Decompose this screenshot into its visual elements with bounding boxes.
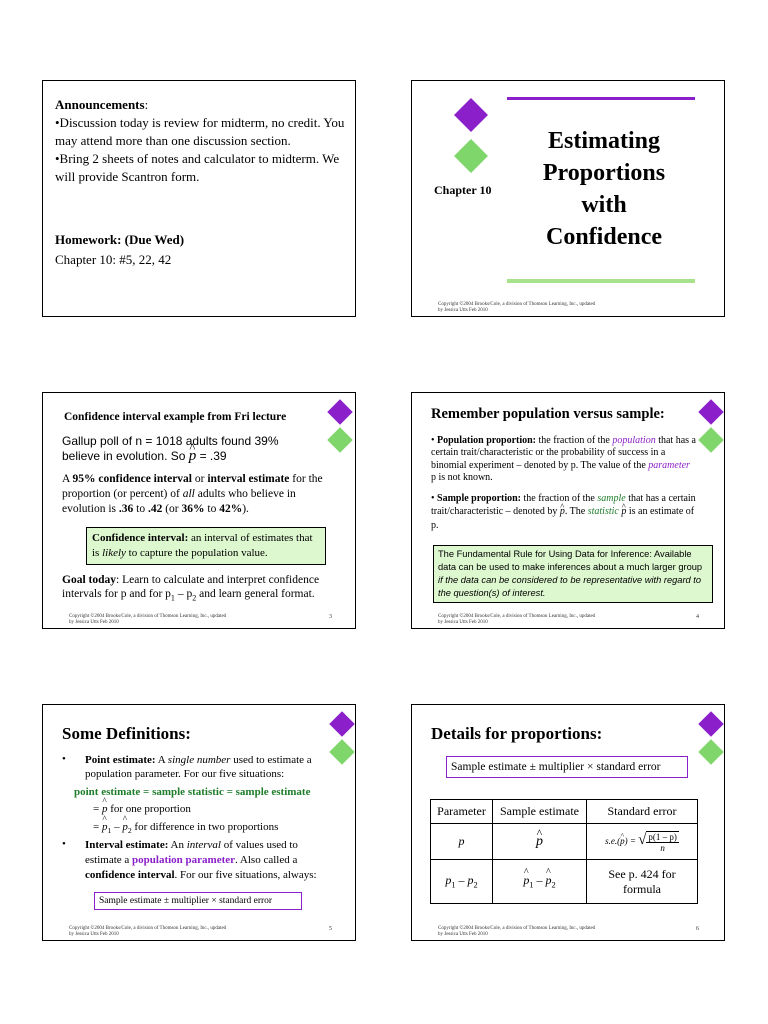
interval-estimate-text: Interval estimate: An interval of values used to estimate a population parameter. Also called a confidence interval. For our five situations, always:: [85, 839, 317, 881]
green-diamond-icon: [327, 427, 352, 452]
one-proportion-line: = ^ p for one proportion: [93, 803, 191, 815]
table-header: Standard error: [587, 800, 698, 824]
title-line: Estimating: [547, 128, 660, 154]
slide-title: [411, 80, 725, 317]
table-cell: s.e.(^ p) = √ $\frac{p(1 - p)}{n}$: [587, 824, 698, 860]
table-cell: ^ p: [493, 824, 587, 860]
table-row: [431, 824, 698, 860]
slide-details-proportions: [411, 704, 725, 941]
homework-heading: Homework: (Due Wed): [55, 232, 185, 247]
copyright-footer: Copyright ©2004 Brooks/Cole, a division of Thomson Learning, Inc., updated by Jessica Utts Feb 2010: [438, 302, 596, 313]
ci-paragraph: A 95% confidence interval or interval estimate for the proportion (or percent) of all adults who believe in evolution is .36 to .42 (or 36% to 42%).: [62, 473, 323, 515]
slide-population-vs-sample: [411, 392, 725, 629]
population-bullet: • Population proportion: the fraction of the population that has a certain trait/characteristic or the probability of success in a binomial experiment – denoted by p. The value of the parameter p is not known.: [431, 435, 696, 484]
slide-heading: Confidence interval example from Fri lecture: [64, 411, 287, 423]
point-estimate-text: Point estimate: A single number used to estimate a population parameter. For our five situations:: [85, 754, 312, 780]
announcement-bullet-1: •Discussion today is review for midterm, no credit. You may attend more than one discussion section.: [55, 115, 345, 148]
table-cell: $p_1 - p_2$: [431, 860, 493, 904]
copyright-footer: Copyright ©2004 Brooks/Cole, a division of Thomson Learning, Inc., updated by Jessica Utts Feb 2010: [438, 614, 596, 625]
title-line: with: [581, 192, 627, 218]
proportion-table: [430, 799, 698, 904]
table-cell: p: [431, 824, 493, 860]
ci-definition-box: Confidence interval: an interval of estimates that is likely to capture the population value.: [86, 527, 326, 565]
page-number: 6: [696, 926, 699, 932]
bullet-dot: •: [62, 838, 66, 850]
title-line: Confidence: [546, 224, 662, 250]
announcements-heading: Announcements:: [55, 97, 149, 112]
goal-text: Goal today: Learn to calculate and interpret confidence intervals for p and for $p_1 - p_2$ and learn general format.: [62, 574, 320, 603]
slide-heading: Some Definitions:: [62, 724, 191, 743]
purple-diamond-icon: [698, 711, 723, 736]
purple-diamond-icon: [454, 98, 488, 132]
table-header: Parameter: [431, 800, 493, 824]
announcement-bullet-2: •Bring 2 sheets of notes and calculator to midterm. We will provide Scantron form.: [55, 151, 340, 184]
copyright-footer: Copyright ©2004 Brooks/Cole, a division of Thomson Learning, Inc., updated by Jessica Utts Feb 2010: [438, 926, 596, 937]
purple-diamond-icon: [329, 711, 354, 736]
green-diamond-icon: [454, 139, 488, 173]
copyright-footer: Copyright ©2004 Brooks/Cole, a division of Thomson Learning, Inc., updated by Jessica Utts Feb 2010: [69, 926, 227, 937]
point-estimate-equation: point estimate = sample statistic = sample estimate: [74, 786, 311, 798]
homework-chapter: Chapter 10: #5, 22, 42: [55, 252, 172, 267]
chapter-label: Chapter 10: [434, 183, 492, 197]
slide-heading: Remember population versus sample:: [431, 406, 665, 422]
page-number: 5: [329, 926, 332, 932]
purple-diamond-icon: [698, 399, 723, 424]
table-header-row: [431, 800, 698, 824]
general-format-box: Sample estimate ± multiplier × standard error: [446, 756, 688, 778]
slide-definitions: [42, 704, 356, 941]
announcements-text: [55, 96, 350, 186]
slide-title-text: [524, 125, 684, 253]
copyright-footer: Copyright ©2004 Brooks/Cole, a division of Thomson Learning, Inc., updated by Jessica Utts Feb 2010: [69, 614, 227, 625]
title-line: Proportions: [542, 160, 666, 186]
table-cell: ^ $p_1$ – ^ $p_2$: [493, 860, 587, 904]
sample-bullet: • Sample proportion: the fraction of the sample that has a certain trait/characteristic – denoted by ^ p. The statistic ^ p is an estimate of p.: [431, 492, 696, 532]
slide-ci-example: [42, 392, 356, 629]
general-format-box: Sample estimate ± multiplier × standard error: [94, 892, 302, 910]
two-proportion-line: = ^ $p_1$ – ^ $p_2$ for difference in two proportions: [93, 821, 278, 835]
fundamental-rule-box: The Fundamental Rule for Using Data for Inference: Available data can be used to make inferences about a much larger group if the data can be considered to be representative with regard to the question(s) of interest.: [433, 545, 713, 603]
purple-diamond-icon: [327, 399, 352, 424]
slide-announcements: [42, 80, 356, 317]
slide-heading: Details for proportions:: [431, 724, 603, 743]
bullet-dot: •: [62, 753, 66, 765]
green-rule: [507, 279, 695, 283]
green-diamond-icon: [698, 739, 723, 764]
table-header: Sample estimate: [493, 800, 587, 824]
gallup-text: Gallup poll of n = 1018 adults found 39% believe in evolution. So ^ p = .39: [62, 434, 322, 464]
table-row: [431, 860, 698, 904]
green-diamond-icon: [698, 427, 723, 452]
purple-rule: [507, 97, 695, 100]
page-number: 4: [696, 614, 699, 620]
table-cell: See p. 424 for formula: [587, 860, 698, 904]
page-number: 3: [329, 614, 332, 620]
